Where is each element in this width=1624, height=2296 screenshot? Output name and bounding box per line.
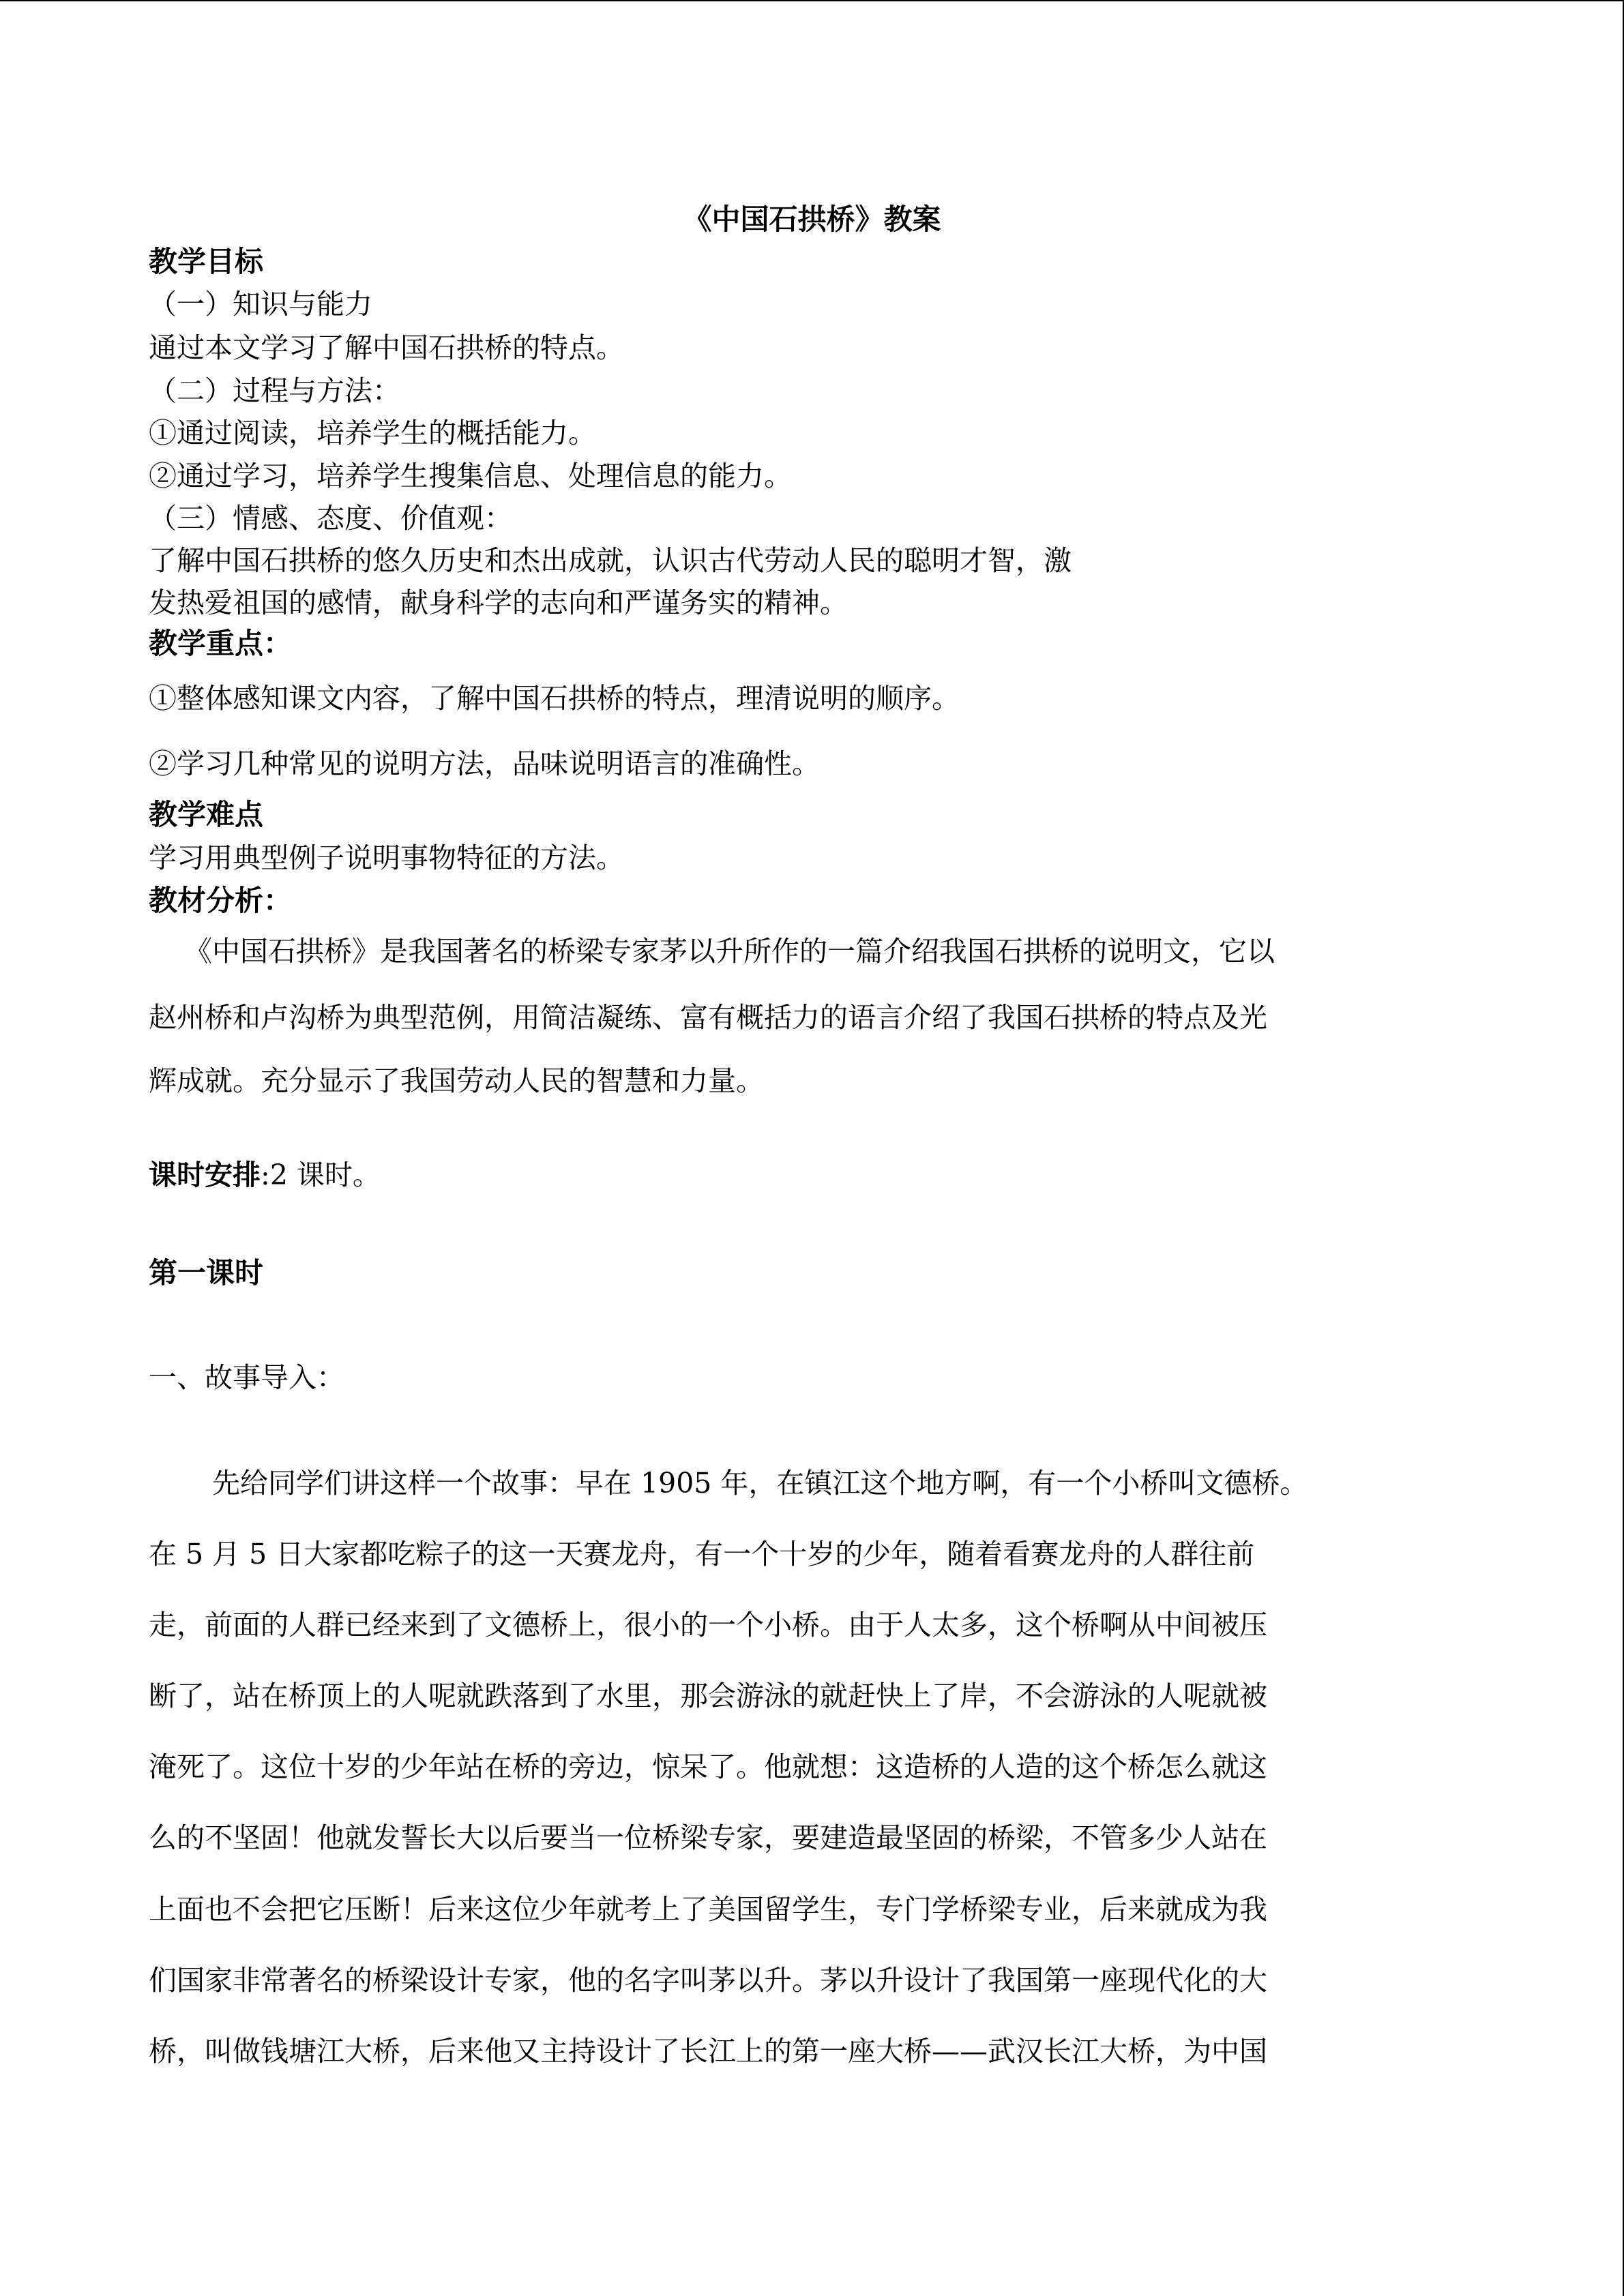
story-line: 断了，站在桥顶上的人呢就跌落到了水里，那会游泳的就赶快上了岸，不会游泳的人呢就被 [149,1680,1267,1712]
process-heading: （二）过程与方法： [149,374,400,407]
schedule-line [149,1156,381,1194]
analysis-line-3: 辉成就。充分显示了我国劳动人民的智慧和力量。 [149,1064,764,1097]
story-line: 走，前面的人群已经来到了文德桥上，很小的一个小桥。由于人太多，这个桥啊从中间被压 [149,1609,1267,1641]
story-line: 桥，叫做钱塘江大桥，后来他又主持设计了长江上的第一座大桥——武汉长江大桥，为中国 [149,2035,1267,2068]
analysis-line-1: 《中国石拱桥》是我国著名的桥梁专家茅以升所作的一篇介绍我国石拱桥的说明文，它以 [184,935,1275,968]
key-point-2: ②学习几种常见的说明方法，品味说明语言的准确性。 [149,747,820,780]
process-item-2: ②通过学习，培养学生搜集信息、处理信息的能力。 [149,460,792,492]
story-line: 们国家非常著名的桥梁设计专家，他的名字叫茅以升。茅以升设计了我国第一座现代化的大 [149,1964,1267,1997]
knowledge-heading: （一）知识与能力 [149,288,372,320]
story-line: 淹死了。这位十岁的少年站在桥的旁边，惊呆了。他就想：这造桥的人造的这个桥怎么就这 [149,1750,1267,1783]
document-title: 《中国石拱桥》教案 [683,203,941,236]
schedule-value: :2 课时。 [261,1159,381,1191]
analysis-line-2: 赵州桥和卢沟桥为典型范例，用简洁凝练、富有概括力的语言介绍了我国石拱桥的特点及光 [149,1001,1267,1034]
emotion-line-2: 发热爱祖国的感情，献身科学的志向和严谨务实的精神。 [149,586,848,619]
process-item-1: ①通过阅读，培养学生的概括能力。 [149,417,596,449]
story-line: 先给同学们讲这样一个故事：早在 1905 年，在镇江这个地方啊，有一个小桥叫文德桥。 [212,1467,1308,1500]
story-line: 么的不坚固！他就发誓长大以后要当一位桥梁专家，要建造最坚固的桥梁，不管多少人站在 [149,1821,1267,1854]
emotion-line-1: 了解中国石拱桥的悠久历史和杰出成就，认识古代劳动人民的聪明才智，激 [149,544,1072,577]
story-line: 上面也不会把它压断！后来这位少年就考上了美国留学生，专门学桥梁专业，后来就成为我 [149,1893,1267,1926]
knowledge-text: 通过本文学习了解中国石拱桥的特点。 [149,331,624,364]
section1-heading: 一、故事导入： [149,1361,344,1394]
story-line: 在 5 月 5 日大家都吃粽子的这一天赛龙舟，有一个十岁的少年，随着看赛龙舟的人群往前 [149,1538,1255,1570]
schedule-label: 课时安排 [149,1159,261,1191]
lesson1-heading: 第一课时 [149,1256,264,1289]
difficulties-text: 学习用典型例子说明事物特征的方法。 [149,841,624,874]
difficulties-heading: 教学难点 [149,798,264,831]
key-point-1: ①整体感知课文内容，了解中国石拱桥的特点，理清说明的顺序。 [149,682,960,715]
emotion-heading: （三）情感、态度、价值观： [149,502,512,535]
analysis-heading: 教材分析： [149,884,293,917]
objectives-heading: 教学目标 [149,245,264,278]
key-points-heading: 教学重点： [149,627,293,660]
